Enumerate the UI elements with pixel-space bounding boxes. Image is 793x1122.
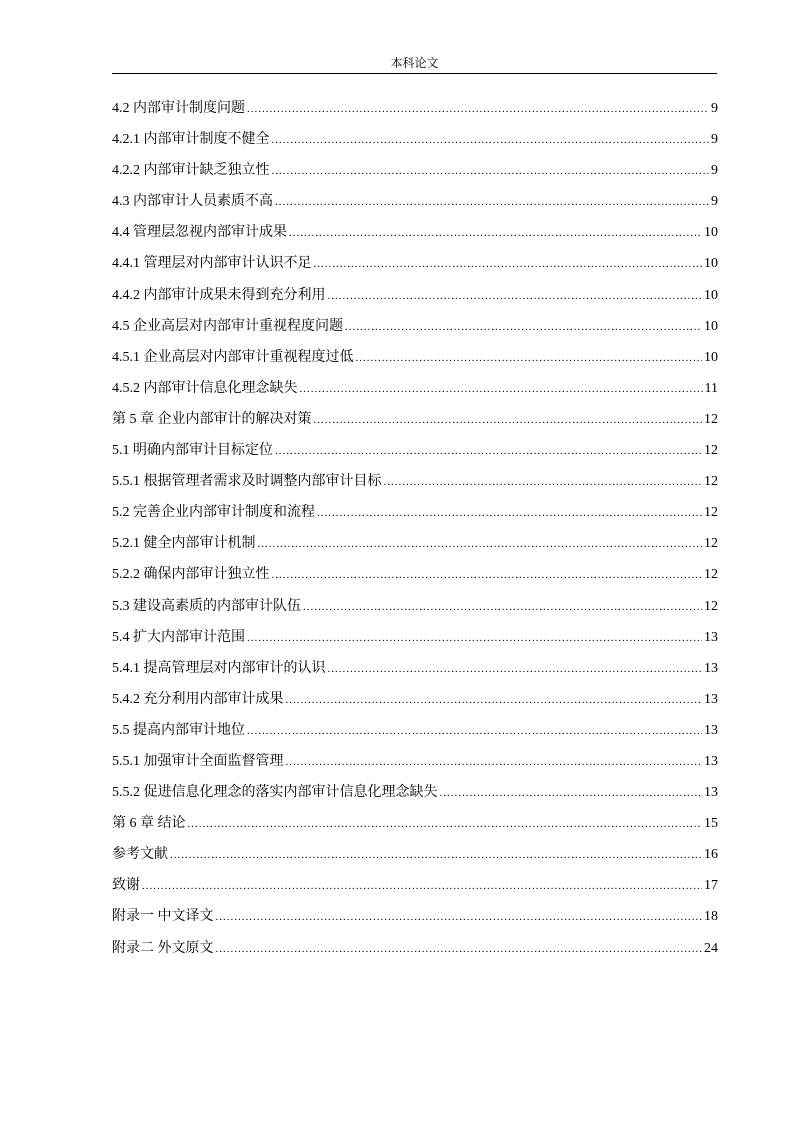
toc-entry[interactable] [112, 870, 718, 901]
toc-entry-title: 5.2 完善企业内部审计制度和流程 [112, 505, 315, 521]
toc-entry-page: 10 [704, 318, 718, 334]
toc-entry-page: 15 [704, 816, 718, 832]
toc-dot-leader [272, 156, 710, 187]
toc-entry-page: 13 [704, 785, 718, 801]
toc-entry-page: 24 [704, 940, 718, 956]
toc-entry[interactable] [112, 622, 718, 653]
toc-entry-title: 致谢 [112, 878, 140, 894]
toc-entry[interactable] [112, 715, 718, 746]
toc-entry-title: 4.2.1 内部审计制度不健全 [112, 132, 270, 148]
toc-entry[interactable] [112, 591, 718, 622]
toc-entry[interactable] [112, 466, 718, 497]
toc-dot-leader [247, 623, 702, 654]
toc-dot-leader [275, 436, 702, 467]
toc-dot-leader [314, 405, 703, 436]
toc-entry-title: 参考文献 [112, 847, 168, 863]
toc-entry[interactable] [112, 901, 718, 932]
toc-entry[interactable] [112, 777, 718, 808]
toc-dot-leader [272, 125, 710, 156]
toc-entry-title: 4.4 管理层忽视内部审计成果 [112, 225, 287, 241]
toc-entry-title: 4.5.2 内部审计信息化理念缺失 [112, 380, 298, 396]
toc-entry-title: 附录一 中文译文 [112, 909, 214, 925]
toc-entry[interactable] [112, 653, 718, 684]
page-header: 本科论文 [390, 56, 439, 70]
toc-entry-title: 第 6 章 结论 [112, 816, 186, 832]
toc-dot-leader [216, 934, 703, 965]
toc-entry-page: 17 [704, 878, 718, 894]
toc-dot-leader [303, 592, 702, 623]
toc-entry-title: 第 5 章 企业内部审计的解决对策 [112, 411, 312, 427]
toc-entry[interactable] [112, 373, 718, 404]
toc-entry[interactable] [112, 93, 718, 124]
toc-entry-page: 12 [704, 443, 718, 459]
toc-entry-title: 5.4.1 提高管理层对内部审计的认识 [112, 660, 326, 676]
toc-dot-leader [356, 343, 703, 374]
toc-entry[interactable] [112, 280, 718, 311]
toc-entry-page: 12 [704, 505, 718, 521]
toc-entry[interactable] [112, 746, 718, 777]
toc-entry[interactable] [112, 124, 718, 155]
toc-entry-page: 13 [704, 660, 718, 676]
toc-entry[interactable] [112, 933, 718, 964]
toc-dot-leader [328, 281, 703, 312]
toc-entry-page: 13 [704, 691, 718, 707]
toc-entry-page: 13 [704, 629, 718, 645]
toc-dot-leader [289, 218, 702, 249]
toc-entry-page: 9 [711, 101, 718, 116]
toc-entry-page: 12 [704, 411, 718, 427]
toc-entry-page: 9 [711, 163, 718, 179]
toc-entry[interactable] [112, 528, 718, 559]
toc-dot-leader [247, 94, 709, 125]
toc-dot-leader [317, 498, 702, 529]
toc-dot-leader [286, 747, 703, 778]
toc-entry-page: 9 [711, 194, 718, 210]
toc-entry-page: 10 [704, 256, 718, 272]
toc-dot-leader [188, 809, 703, 840]
toc-entry-title: 5.5.2 促进信息化理念的落实内部审计信息化理念缺失 [112, 785, 438, 801]
toc-entry-title: 4.4.1 管理层对内部审计认识不足 [112, 256, 312, 272]
toc-entry-title: 4.4.2 内部审计成果未得到充分利用 [112, 287, 326, 303]
toc-dot-leader [142, 871, 702, 902]
toc-entry-page: 13 [704, 753, 718, 769]
toc-entry[interactable] [112, 404, 718, 435]
toc-entry-title: 5.2.1 健全内部审计机制 [112, 536, 256, 552]
toc-entry[interactable] [112, 248, 718, 279]
toc-entry-page: 13 [704, 722, 718, 738]
toc-entry-page: 10 [704, 349, 718, 365]
toc-dot-leader [384, 467, 703, 498]
toc-entry[interactable] [112, 808, 718, 839]
toc-entry[interactable] [112, 435, 718, 466]
toc-entry-page: 12 [704, 598, 718, 614]
toc-entry-page: 12 [704, 474, 718, 490]
toc-entry-page: 10 [704, 287, 718, 303]
toc-entry[interactable] [112, 311, 718, 342]
header-divider [112, 73, 717, 74]
toc-dot-leader [170, 840, 702, 871]
toc-dot-leader [258, 529, 703, 560]
toc-entry[interactable] [112, 155, 718, 186]
toc-entry[interactable] [112, 839, 718, 870]
toc-dot-leader [314, 249, 703, 280]
toc-dot-leader [275, 187, 709, 218]
toc-entry-page: 12 [704, 567, 718, 583]
toc-entry[interactable] [112, 497, 718, 528]
toc-entry-title: 4.3 内部审计人员素质不高 [112, 194, 273, 210]
toc-entry-title: 5.3 建设高素质的内部审计队伍 [112, 598, 301, 614]
toc-entry-title: 5.5.1 根据管理者需求及时调整内部审计目标 [112, 474, 382, 490]
toc-dot-leader [216, 902, 703, 933]
toc-entry[interactable] [112, 559, 718, 590]
toc-entry-title: 5.4.2 充分利用内部审计成果 [112, 691, 284, 707]
toc-entry-title: 4.2.2 内部审计缺乏独立性 [112, 163, 270, 179]
toc-dot-leader [300, 374, 703, 405]
toc-dot-leader [272, 560, 703, 591]
toc-entry-page: 10 [704, 225, 718, 241]
toc-entry-title: 5.1 明确内部审计目标定位 [112, 443, 273, 459]
toc-entry-title: 5.5 提高内部审计地位 [112, 722, 245, 738]
toc-entry[interactable] [112, 186, 718, 217]
toc-entry-title: 5.2.2 确保内部审计独立性 [112, 567, 270, 583]
toc-dot-leader [286, 685, 703, 716]
toc-entry-page: 12 [704, 536, 718, 552]
toc-entry[interactable] [112, 342, 718, 373]
toc-dot-leader [440, 778, 703, 809]
toc-entry-title: 5.4 扩大内部审计范围 [112, 629, 245, 645]
toc-entry-page: 11 [704, 380, 718, 396]
toc-entry-title: 5.5.1 加强审计全面监督管理 [112, 753, 284, 769]
toc-entry[interactable] [112, 217, 718, 248]
toc-entry-title: 4.5 企业高层对内部审计重视程度问题 [112, 318, 343, 334]
toc-entry-page: 9 [711, 132, 718, 148]
toc-entry-page: 16 [704, 847, 718, 863]
toc-entry-title: 4.2 内部审计制度问题 [112, 101, 245, 116]
toc-dot-leader [345, 312, 702, 343]
table-of-contents [112, 93, 718, 964]
toc-entry-title: 附录二 外文原文 [112, 940, 214, 956]
toc-entry-title: 4.5.1 企业高层对内部审计重视程度过低 [112, 349, 354, 365]
toc-dot-leader [328, 654, 703, 685]
toc-entry-page: 18 [704, 909, 718, 925]
toc-dot-leader [247, 716, 702, 747]
toc-entry[interactable] [112, 684, 718, 715]
